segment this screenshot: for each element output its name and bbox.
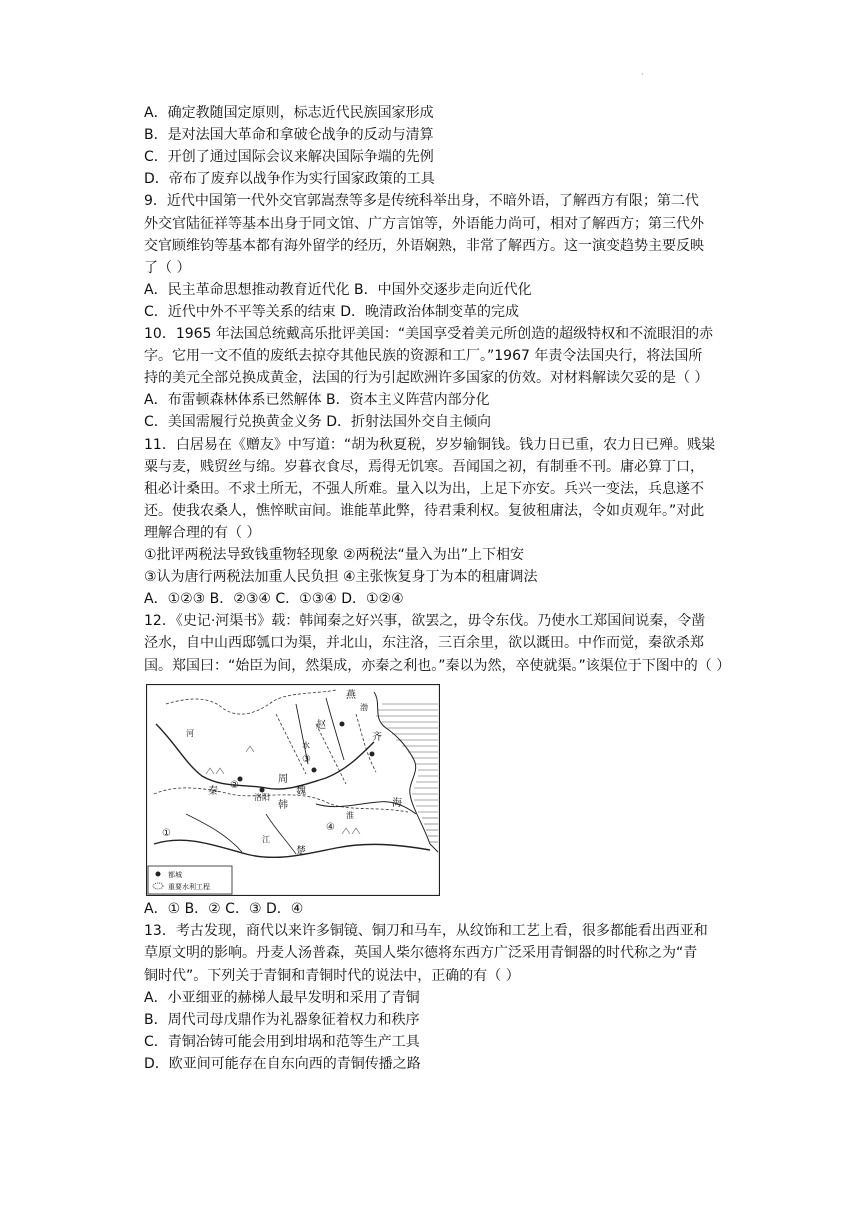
text-line: 12．《史记·河渠书》载：韩闻秦之好兴事，欲罢之，毋令东伐。乃使水工郑国间说秦，令凿 [144, 613, 706, 630]
text-line: ①批评两税法导致钱重物轻现象 ②两税法“量入为出”上下相安 [144, 547, 525, 563]
text-line: ③认为唐行两税法加重人民负担 ④主张恢复身丁为本的租庸调法 [144, 569, 538, 586]
map-legend [148, 866, 232, 894]
text-line: C．青铜冶铸可能会用到坩埚和范等生产工具 [144, 1034, 420, 1051]
marker-1: ① [162, 828, 171, 839]
legend-water-label: 重要水利工程 [168, 883, 210, 891]
text-line: 租必计桑田。不求土所无，不强人所难。量入以为出，上足下亦安。兵兴一变法，兵息遂不 [144, 480, 704, 497]
text-line: 持的美元全部兑换成黄金，法国的行为引起欧洲许多国家的仿效。对材料解读欠妥的是（ ） [144, 370, 709, 387]
map-label-huai: 淮 [346, 811, 354, 820]
legend-capital-symbol [156, 872, 161, 877]
text-line: D．欧亚间可能存在自东向西的青铜传播之路 [144, 1056, 421, 1073]
text-line: 泾水，自中山西邸瓠口为渠，并北山，东注洛，三百余里，欲以溉田。中作而觉，秦欲杀郑 [144, 635, 704, 652]
text-line: 草原文明的影响。丹麦人汤普森，英国人柴尔德将东西方广泛采用青铜器的时代称之为“青 [144, 945, 698, 962]
text-line: C．开创了通过国际会议来解决国际争端的先例 [144, 149, 434, 166]
capital-dot [370, 752, 375, 757]
text-line: 11．白居易在《赠友》中写道：“胡为秋夏税，岁岁输铜钱。钱力日已重，农力日已殚。贱粜 [144, 436, 716, 453]
map-label-chu: 楚 [296, 846, 306, 857]
text-line: 粟与麦，贱贸丝与绵。岁暮衣食尽，焉得无饥寒。吾闻国之初，有制垂不刊。庸必算丁口， [144, 458, 704, 475]
text-line: A．①②③ B．②③④ C．①③④ D．①②④ [144, 591, 404, 608]
text-line: A．① B．② C．③ D．④ [144, 901, 304, 917]
marker-4: ④ [326, 822, 335, 833]
map-label-yan: 燕 [346, 690, 356, 701]
text-line: B．是对法国大革命和拿破仑战争的反动与清算 [144, 127, 434, 144]
text-line: A．小亚细亚的赫梯人最早发明和采用了青铜 [144, 989, 420, 1006]
text-line: A．确定教随国定原则，标志近代民族国家形成 [144, 105, 434, 121]
text-line: C．近代中外不平等关系的结束 D．晚清政治体制变革的完成 [144, 303, 520, 320]
text-line: 铜时代”。下列关于青铜和青铜时代的说法中，正确的有（ ） [144, 967, 520, 984]
marker-3: ③ [302, 754, 311, 765]
text-line: A．布雷顿森林体系已然解体 B．资本主义阵营内部分化 [144, 392, 490, 409]
map-label-han: 韩 [278, 800, 288, 811]
text-line: 字。它用一文不值的废纸去掠夺其他民族的资源和工厂。”1967 年责令法国央行，将法国所 [144, 348, 703, 365]
map-label-qi: 齐 [372, 732, 382, 743]
map-label-jiang: 江 [262, 835, 270, 844]
header-mark: · [641, 70, 644, 79]
text-line: 10．1965 年法国总统戴高乐批评美国：“美国享受着美元所创造的超级特权和不流眼泪的赤 [144, 326, 714, 342]
map-label-qin: 秦 [208, 786, 218, 797]
text-line: 9．近代中国第一代外交官郭嵩焘等多是传统科举出身，不暗外语，了解西方有限；第二代 [144, 193, 699, 210]
map-label-zhou: 周 [278, 774, 288, 785]
marker-2: ② [230, 780, 239, 791]
text-line: 外交官陆征祥等基本出身于同文馆、广方言馆等，外语能力尚可，相对了解西方；第三代外 [144, 215, 704, 232]
capital-dot [260, 788, 265, 793]
text-line: A．民主革命思想推动教育近代化 B．中国外交逐步走向近代化 [144, 281, 532, 298]
warring-states-map [146, 684, 440, 896]
text-line: 理解合理的有（ ） [144, 524, 261, 541]
text-line: C．美国需履行兑换黄金义务 D．折射法国外交自主倾向 [144, 414, 492, 431]
capital-dot [312, 768, 317, 773]
map-label-wei: 魏 [296, 786, 306, 797]
text-line: 13．考古发现，商代以来许多铜镜、铜刀和马车，从纹饰和工艺上看，很多都能看出西亚和 [144, 923, 708, 940]
capital-dot [340, 722, 345, 727]
text-line: B．周代司母戊鼎作为礼器象征着权力和秩序 [144, 1012, 420, 1028]
map-label-zhao: 赵 [316, 720, 326, 731]
text-line: 国。郑国曰：“始臣为间，然渠成，亦秦之利也。”秦以为然，卒使就渠。”该渠位于下图中的（ ） [144, 657, 731, 674]
map-label-he: 河 [186, 729, 194, 738]
map-label-sea: 海 [392, 798, 402, 809]
text-line: 还。使我农桑人，憔悴畎亩间。谁能革此弊，待君秉利权。复彼租庸法，令如贞观年。”对此 [144, 502, 705, 519]
text-line: 了（ ） [144, 259, 191, 276]
map-label-water: 水 [302, 741, 310, 750]
map-label-luoyang: 洛阳 [254, 793, 270, 802]
legend-capital-label: 都城 [168, 871, 182, 879]
map-label-bo: 渤 [360, 703, 368, 712]
text-line: D．帝布了废弃以战争作为实行国家政策的工具 [144, 171, 435, 188]
text-line: 交官顾维钧等基本都有海外留学的经历，外语娴熟，非常了解西方。这一演变趋势主要反映 [144, 237, 704, 254]
